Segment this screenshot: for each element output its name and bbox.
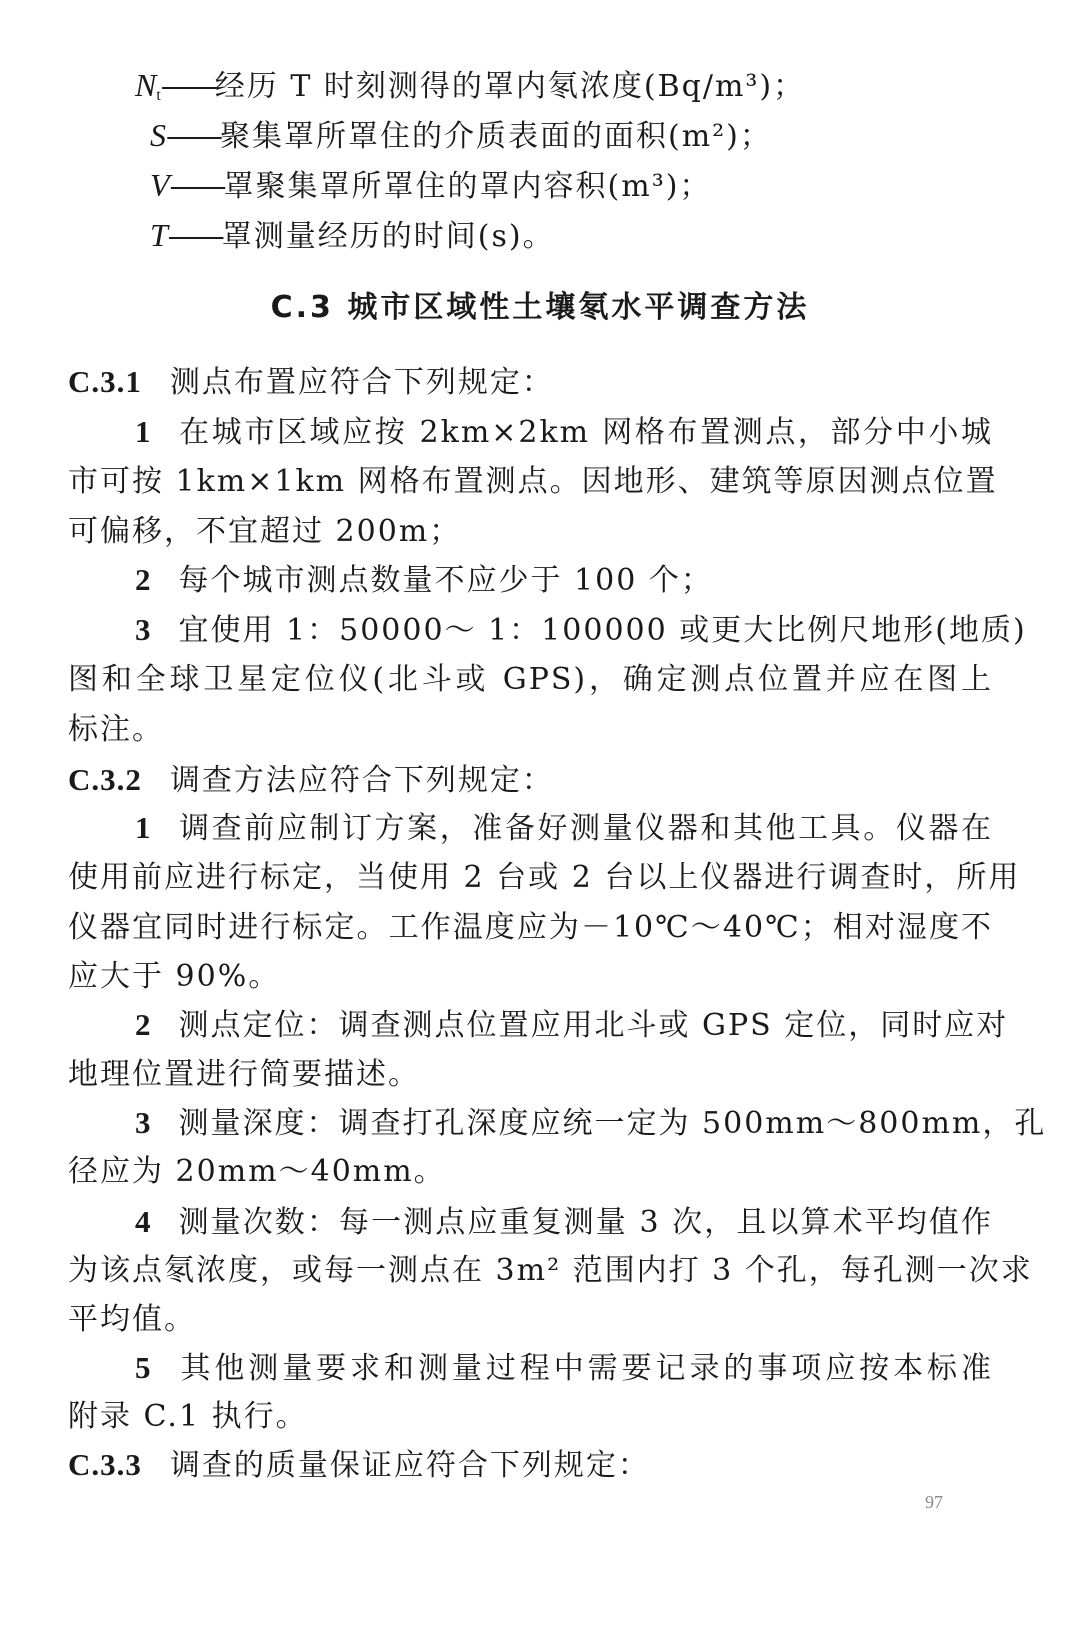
symbol: T <box>150 217 168 253</box>
item-line: 可偏移，不宜超过 200m； <box>68 514 462 549</box>
item-text: 调查前应制订方案，准备好测量仪器和其他工具。仪器在 <box>178 811 993 846</box>
item-number: 2 <box>135 1007 153 1042</box>
clause-title: 调查的质量保证应符合下列规定： <box>169 1448 650 1483</box>
item-line: 径应为 20mm～40mm。 <box>68 1154 446 1189</box>
definition-text: 经历 T 时刻测得的罩内氡浓度(Bq/m³)； <box>214 69 806 104</box>
definition-text: 聚集罩所罩住的介质表面的面积(m²)； <box>220 119 772 154</box>
symbol-subscript: t <box>156 87 161 104</box>
definition-s <box>150 110 1075 162</box>
item-text: 宜使用 1：50000～ 1：100000 或更大比例尺地形(地质) <box>178 613 1027 648</box>
clause-number: C.3.1 <box>68 364 142 399</box>
definition-text: 罩聚集罩所罩住的罩内容积(m³)； <box>223 169 712 204</box>
item-text: 其他测量要求和测量过程中需要记录的事项应按本标准 <box>178 1351 993 1386</box>
item-line: 仪器宜同时进行标定。工作温度应为－10℃～40℃；相对湿度不 <box>68 910 993 945</box>
item-number: 2 <box>135 562 153 597</box>
definition-v <box>150 160 1075 212</box>
dash: —— <box>167 219 222 254</box>
item-number: 5 <box>135 1350 153 1385</box>
item-line: 图和全球卫星定位仪(北斗或 GPS)，确定测点位置并应在图上 <box>68 662 993 697</box>
item-line <box>135 1098 1047 1149</box>
item-text: 测量次数：每一测点应重复测量 3 次，且以算术平均值作 <box>178 1205 993 1240</box>
section-title: C.3 城市区域性土壤氡水平调查方法 <box>270 290 810 325</box>
item-line <box>135 555 1060 606</box>
item-line: 使用前应进行标定，当使用 2 台或 2 台以上仪器进行调查时，所用 <box>68 860 1021 895</box>
symbol: S <box>150 117 166 153</box>
clause-heading-c32 <box>68 755 993 806</box>
item-text: 测量深度：调查打孔深度应统一定为 500mm～800mm，孔 <box>178 1106 1047 1141</box>
definition-t <box>150 210 1075 262</box>
item-line <box>135 1197 993 1248</box>
clause-title: 调查方法应符合下列规定： <box>169 763 554 798</box>
item-line: 应大于 90%。 <box>68 959 281 994</box>
item-line <box>135 1343 993 1394</box>
item-line: 标注。 <box>68 712 164 747</box>
clause-heading-c33 <box>68 1440 993 1491</box>
item-number: 4 <box>135 1204 153 1239</box>
page-number: 97 <box>925 1492 943 1512</box>
item-line <box>135 803 993 854</box>
item-number: 1 <box>135 414 153 449</box>
definition-text: 罩测量经历的时间(s)。 <box>221 219 555 254</box>
item-number: 3 <box>135 612 153 647</box>
item-text: 测点定位：调查测点位置应用北斗或 GPS 定位，同时应对 <box>178 1008 1009 1043</box>
item-line: 地理位置进行简要描述。 <box>68 1057 420 1092</box>
clause-heading-c31 <box>68 357 993 408</box>
item-line: 附录 C.1 执行。 <box>68 1399 308 1434</box>
item-text: 每个城市测点数量不应少于 100 个； <box>178 563 713 598</box>
item-line: 市可按 1km×1km 网格布置测点。因地形、建筑等原因测点位置 <box>68 464 998 499</box>
item-number: 1 <box>135 810 153 845</box>
dash: —— <box>169 169 224 204</box>
symbol: N <box>135 67 157 103</box>
clause-number: C.3.2 <box>68 762 142 797</box>
symbol: V <box>150 167 170 203</box>
item-number: 3 <box>135 1105 153 1140</box>
item-line <box>135 407 993 458</box>
item-text: 在城市区域应按 2km×2km 网格布置测点，部分中小城 <box>178 415 993 450</box>
item-line: 平均值。 <box>68 1302 196 1337</box>
item-line: 为该点氡浓度，或每一测点在 3m² 范围内打 3 个孔，每孔测一次求 <box>68 1253 1033 1288</box>
item-line <box>135 1000 1009 1051</box>
dash: —— <box>160 69 215 104</box>
clause-title: 测点布置应符合下列规定： <box>169 365 554 400</box>
item-line <box>135 605 1027 656</box>
dash: —— <box>166 119 220 154</box>
clause-number: C.3.3 <box>68 1447 142 1482</box>
